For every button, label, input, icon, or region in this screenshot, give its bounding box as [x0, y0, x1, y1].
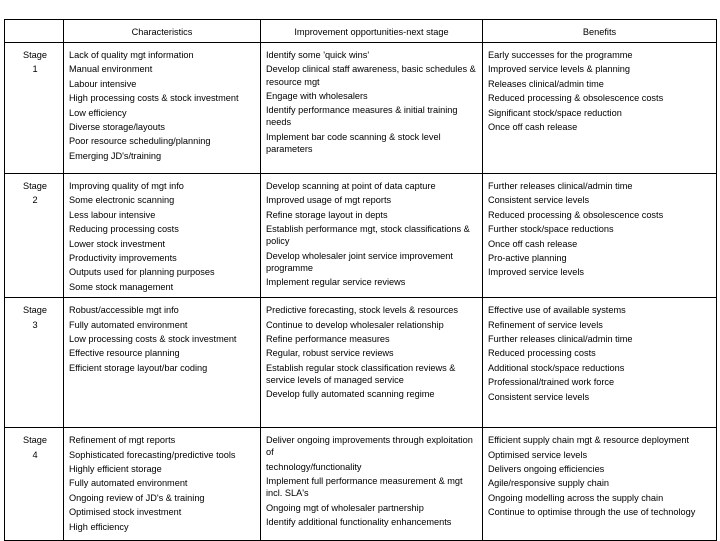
- improvements-cell: [261, 298, 483, 428]
- characteristics-item: Efficient storage layout/bar coding: [69, 362, 208, 373]
- stage-number: 2: [32, 195, 38, 206]
- characteristics-item: Fully automated environment: [69, 478, 188, 489]
- benefits-cell: [483, 428, 717, 541]
- improvements-item: Implement full performance measurement & mgt incl. SLA's: [266, 476, 463, 499]
- improvements-item: Refine performance measures: [266, 334, 390, 344]
- characteristics-item: Effective resource planning: [69, 348, 180, 359]
- improvements-cell: [261, 174, 483, 298]
- improvements-item: Implement regular service reviews: [266, 277, 406, 288]
- benefits-item: Agile/responsive supply chain: [488, 478, 610, 489]
- benefits-item: Early successes for the programme: [488, 50, 633, 61]
- characteristics-cell: [64, 298, 261, 428]
- benefits-item: Optimised service levels: [488, 449, 588, 460]
- characteristics-item: Ongoing review of JD's & training: [69, 492, 205, 503]
- improvements-item: Continue to develop wholesaler relationship: [266, 319, 444, 330]
- benefits-item: Releases clinical/admin time: [488, 78, 604, 89]
- benefits-item: Additional stock/space reductions: [488, 362, 625, 373]
- characteristics-item: Refinement of mgt reports: [69, 435, 176, 446]
- characteristics-item: Fully automated environment: [69, 319, 188, 330]
- benefits-item: Significant stock/space reduction: [488, 107, 622, 118]
- characteristics-cell: [64, 428, 261, 541]
- stage-cell: [5, 428, 64, 541]
- benefits-item: Consistent service levels: [488, 391, 590, 402]
- benefits-item: Professional/trained work force: [488, 377, 615, 388]
- benefits-item: Further releases clinical/admin time: [488, 334, 633, 344]
- improvements-item: Develop clinical staff awareness, basic schedules & resource mgt: [266, 64, 476, 87]
- benefits-item: Further stock/space reductions: [488, 224, 614, 235]
- benefits-item: Refinement of service levels: [488, 319, 603, 330]
- stage-label: Stage: [22, 305, 47, 316]
- characteristics-item: Low processing costs & stock investment: [69, 334, 237, 344]
- characteristics-item: Robust/accessible mgt info: [69, 305, 179, 316]
- improvements-item: Identify performance measures & initial training needs: [266, 105, 458, 128]
- stage-cell: [5, 43, 64, 174]
- benefits-item: Efficient supply chain mgt & resource deployment: [488, 435, 690, 446]
- header-row: [5, 20, 717, 43]
- characteristics-item: Outputs used for planning purposes: [69, 267, 215, 278]
- benefits-item: Continue to optimise through the use of technology: [488, 507, 696, 518]
- improvements-item: Identify additional functionality enhancements: [266, 516, 452, 527]
- improvements-item: Regular, robust service reviews: [266, 348, 394, 359]
- benefits-item: Ongoing modelling across the supply chain: [488, 492, 664, 503]
- characteristics-item: Lower stock investment: [69, 238, 165, 249]
- characteristics-item: Some stock management: [69, 281, 174, 292]
- characteristics-item: High efficiency: [69, 521, 129, 532]
- benefits-item: Further releases clinical/admin time: [488, 181, 633, 192]
- improvements-cell: [261, 428, 483, 541]
- stage-label: Stage: [22, 50, 47, 61]
- characteristics-item: Optimised stock investment: [69, 507, 182, 518]
- characteristics-item: Lack of quality mgt information: [69, 50, 194, 61]
- improvements-item: Predictive forecasting, stock levels & resources: [266, 305, 458, 316]
- improvements-item: Engage with wholesalers: [266, 90, 368, 101]
- header-benefits: Benefits: [483, 20, 717, 43]
- header-improvements: Improvement opportunities-next stage: [261, 20, 483, 43]
- table-row: [5, 298, 717, 428]
- table-row: [5, 428, 717, 541]
- improvements-item: Ongoing mgt of wholesaler partnership: [266, 502, 424, 513]
- characteristics-item: Sophisticated forecasting/predictive tools: [69, 449, 236, 460]
- stage-cell: [5, 298, 64, 428]
- benefits-item: Reduced processing costs: [488, 348, 596, 359]
- benefits-item: Once off cash release: [488, 238, 578, 249]
- improvements-item: Identify some 'quick wins': [266, 50, 370, 61]
- header-characteristics: Characteristics: [64, 20, 261, 43]
- improvements-item: Develop wholesaler joint service improvement programme: [266, 250, 453, 273]
- improvements-item: Develop fully automated scanning regime: [266, 389, 435, 400]
- characteristics-cell: [64, 43, 261, 174]
- benefits-item: Once off cash release: [488, 122, 578, 133]
- improvements-item: Improved usage of mgt reports: [266, 195, 392, 206]
- improvements-item: Refine storage layout in depts: [266, 209, 388, 220]
- characteristics-item: Improving quality of mgt info: [69, 181, 184, 192]
- improvements-item: Establish performance mgt, stock classifications & policy: [266, 224, 470, 247]
- benefits-item: Delivers ongoing efficiencies: [488, 464, 605, 474]
- benefits-cell: [483, 43, 717, 174]
- header-stage: [5, 20, 64, 43]
- benefits-item: Pro-active planning: [488, 253, 567, 264]
- benefits-item: Improved service levels: [488, 267, 584, 278]
- characteristics-item: Highly efficient storage: [69, 464, 162, 474]
- improvements-item: Establish regular stock classification reviews & service levels of managed service: [266, 362, 456, 385]
- characteristics-item: Diverse storage/layouts: [69, 122, 166, 133]
- benefits-cell: [483, 174, 717, 298]
- characteristics-item: Emerging JD's/training: [69, 150, 162, 161]
- stage-number: 1: [32, 64, 38, 75]
- benefits-cell: [483, 298, 717, 428]
- stage-number: 3: [32, 319, 38, 330]
- stage-cell: [5, 174, 64, 298]
- benefits-item: Effective use of available systems: [488, 305, 626, 316]
- maturity-table: [4, 19, 717, 541]
- characteristics-item: Less labour intensive: [69, 209, 156, 220]
- benefits-item: Improved service levels & planning: [488, 64, 630, 75]
- benefits-item: Reduced processing & obsolescence costs: [488, 93, 664, 104]
- characteristics-item: Labour intensive: [69, 78, 137, 89]
- improvements-item: technology/functionality: [266, 461, 362, 472]
- characteristics-item: Reducing processing costs: [69, 224, 179, 235]
- characteristics-item: Low efficiency: [69, 107, 127, 118]
- stage-label: Stage: [22, 435, 47, 446]
- table-row: [5, 43, 717, 174]
- improvements-item: Develop scanning at point of data capture: [266, 181, 436, 192]
- characteristics-item: Manual environment: [69, 64, 153, 75]
- improvements-item: Deliver ongoing improvements through exploitation of: [266, 435, 473, 458]
- stage-number: 4: [32, 449, 38, 460]
- characteristics-cell: [64, 174, 261, 298]
- benefits-item: Reduced processing & obsolescence costs: [488, 209, 664, 220]
- characteristics-item: Productivity improvements: [69, 253, 177, 264]
- benefits-item: Consistent service levels: [488, 195, 590, 206]
- characteristics-item: Some electronic scanning: [69, 195, 175, 206]
- characteristics-item: High processing costs & stock investment: [69, 93, 239, 104]
- table-row: [5, 174, 717, 298]
- characteristics-item: Poor resource scheduling/planning: [69, 136, 211, 147]
- stage-label: Stage: [22, 181, 47, 192]
- improvements-cell: [261, 43, 483, 174]
- improvements-item: Implement bar code scanning & stock level parameters: [266, 131, 441, 154]
